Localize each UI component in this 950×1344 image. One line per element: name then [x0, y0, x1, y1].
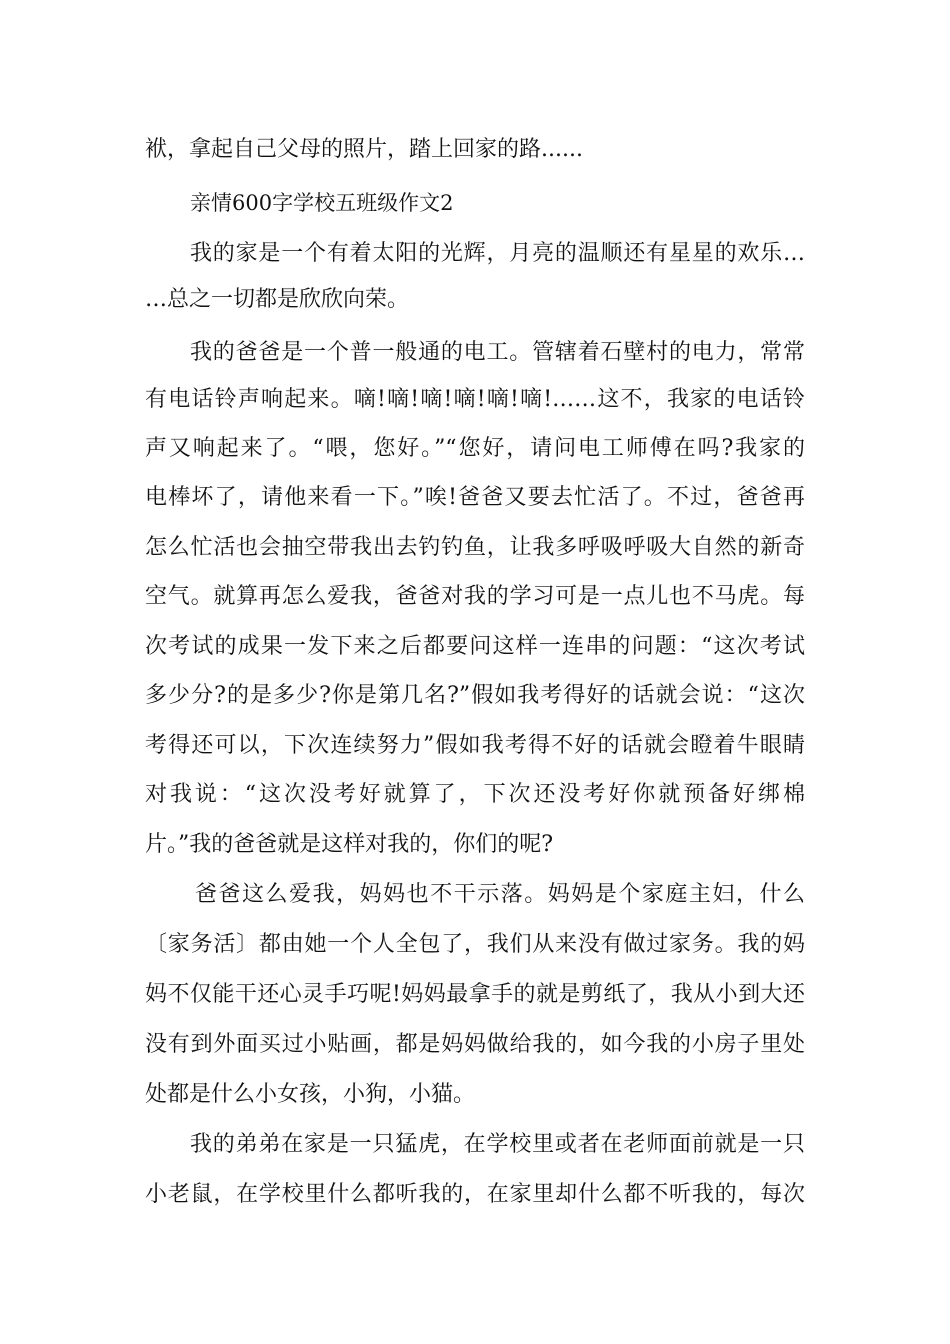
text-line: 对我说：“这次没考好就算了，下次还没考好你就预备好绑棉: [145, 782, 805, 807]
text-line: 爸爸这么爱我，妈妈也不干示落。妈妈是个家庭主妇，什么: [195, 882, 805, 907]
text-line: 次考试的成果一发下来之后都要问这样一连串的问题：“这次考试: [145, 634, 805, 659]
text-line: 有电话铃声响起来。嘀!嘀!嘀!嘀!嘀!嘀!……这不，我家的电话铃: [145, 387, 805, 412]
text-line: 袱，拿起自己父母的照片，踏上回家的路......: [145, 137, 583, 162]
text-line: 声又响起来了。“喂，您好。”“您好，请问电工师傅在吗?我家的: [145, 436, 805, 461]
text-line: …总之一切都是欣欣向荣。: [145, 287, 410, 312]
text-line: 我的爸爸是一个普一般通的电工。管辖着石壁村的电力，常常: [190, 340, 805, 365]
text-line: 考得还可以，下次连续努力”假如我考得不好的话就会瞪着牛眼睛: [145, 733, 805, 758]
text-line: 妈不仅能干还心灵手巧呢!妈妈最拿手的就是剪纸了，我从小到大还: [145, 982, 805, 1007]
text-line: 我的家是一个有着太阳的光辉，月亮的温顺还有星星的欢乐…: [190, 241, 805, 266]
text-line: 怎么忙活也会抽空带我出去钓钓鱼，让我多呼吸呼吸大自然的新奇: [145, 535, 805, 560]
text-line: 片。”我的爸爸就是这样对我的，你们的呢?: [145, 832, 554, 857]
text-line: 〔家务活〕都由她一个人全包了，我们从来没有做过家务。我的妈: [145, 932, 805, 957]
text-line: 空气。就算再怎么爱我，爸爸对我的学习可是一点儿也不马虎。每: [145, 584, 805, 609]
text-line: 多少分?的是多少?你是第几名?”假如我考得好的话就会说：“这次: [145, 683, 805, 708]
section-heading: 亲情600字学校五班级作文2: [190, 191, 454, 215]
text-line: 小老鼠，在学校里什么都听我的，在家里却什么都不听我的，每次: [145, 1182, 805, 1207]
text-line: 处都是什么小女孩，小狗，小猫。: [145, 1082, 476, 1107]
text-line: 我的弟弟在家是一只猛虎，在学校里或者在老师面前就是一只: [190, 1132, 805, 1157]
text-line: 电棒坏了，请他来看一下。”唉!爸爸又要去忙活了。不过，爸爸再: [145, 485, 805, 510]
text-line: 没有到外面买过小贴画，都是妈妈做给我的，如今我的小房子里处: [145, 1032, 805, 1057]
